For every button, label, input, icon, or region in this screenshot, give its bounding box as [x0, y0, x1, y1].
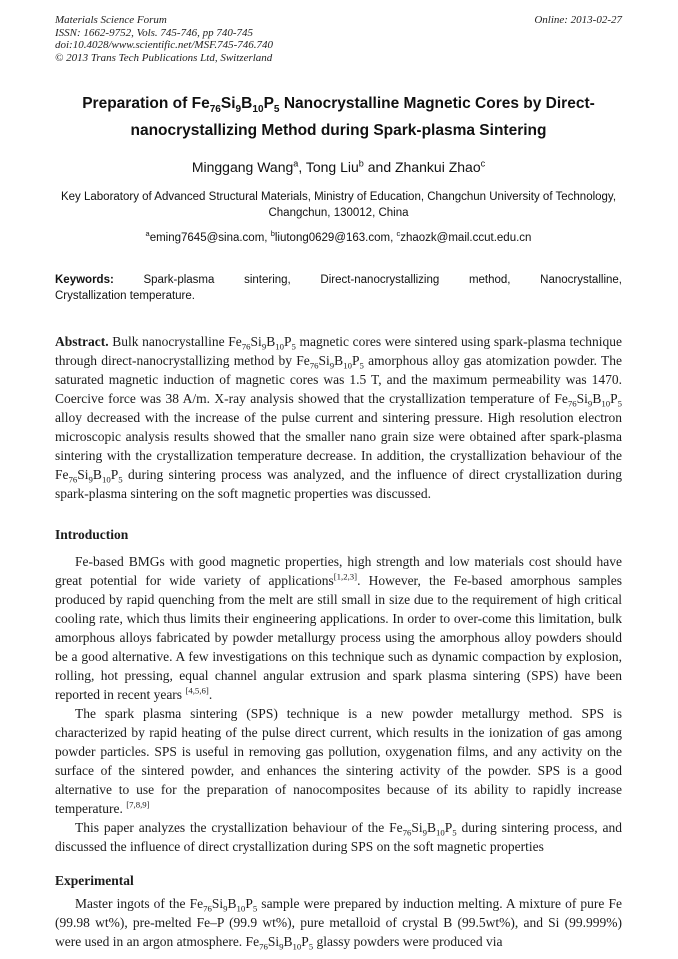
- doi-line: doi:10.4028/www.scientific.net/MSF.745-746.740: [55, 39, 274, 51]
- abstract-paragraph: [55, 332, 622, 503]
- journal-info-block: [55, 14, 273, 64]
- keywords-text-1: Spark-plasma sintering, Direct-nanocrystallizing method, Nanocrystalline,: [143, 274, 622, 286]
- page-header: [55, 14, 622, 64]
- experimental-paragraph-1: Master ingots of the $Fe_{76}Si_9B_{10}P_5$ sample were prepared by induction melting. A mixture of pure Fe (99.98 wt%), pre-melted Fe–P (99.9 wt%), pure metalloid of crystal B (99.5wt%), and Si (99.999%) were used in an argon atmosphere. $Fe_{76}Si_9B_{10}P_5$ glassy powders were produced via: [55, 896, 623, 952]
- affiliation: Key Laboratory of Advanced Structural Materials, Ministry of Education, Changchun University of Technology, Changchun, 130012, China: [60, 191, 617, 219]
- journal-title: Materials Science Forum: [55, 14, 167, 26]
- introduction-paragraph-1: Fe-based BMGs with good magnetic properties, high strength and low materials cost should have great potential for wide variety of applications[1,2,3]. However, the Fe-based amorphous samples produced by rapid quenching from the melt are still small in size due to the requirement of high critical cooling rate, which thus limits their engineering applications. In order to over-come this limitation, bulk amorphous alloys fabricated by powder metallurgy process using the amorphous alloy powders should be a good alternative. A few investigations on this technique such as dynamic compaction by explosion, rolling, hot pressing, equal channel angular extrusion and spark plasma sintering (SPS) have been reported in recent years [4,5,6].: [55, 554, 622, 702]
- keywords-line-2: Crystallization temperature.: [55, 290, 195, 302]
- abstract-label: Abstract.: [55, 334, 109, 349]
- copyright-line: © 2013 Trans Tech Publications Ltd, Switzerland: [55, 51, 273, 64]
- authors-line: Minggang Wang$^a$, Tong Liu$^b$ and Zhankui Zhao$^c$: [191, 158, 486, 175]
- keywords-block: [55, 272, 622, 304]
- issn-line: ISSN: 1662-9752, Vols. 745-746, pp 740-745: [55, 26, 253, 39]
- abstract-text: Bulk nanocrystalline $Fe_{76}Si_9B_{10}P_5$ magnetic cores were sintered using spark-plasma technique through direct-nanocrystallizing method by $Fe_{76}Si_9B_{10}P_5$ amorphous alloy gas atomization powder. The saturated magnetic induction of magnetic cores was 1.5 T, and the maximum permeability was 1470. Coercive force was 38 A/m. X-ray analysis showed that the crystallization temperature of $Fe_{76}Si_9B_{10}P_5$ alloy decreased with the increase of the pulse current and sintering pressure. High resolution electron microscopic analysis results showed that the smaller nano grain size were obtained after spark-plasma sintering with the crystallization temperature decrease. In addition, the crystallization behaviour of the $Fe_{76}Si_9B_{10}P_5$ during sintering process was analyzed, and the influence of direct crystallization during spark-plasma sintering on the soft magnetic properties was discussed.: [55, 334, 623, 501]
- online-date: Online: 2013-02-27: [534, 14, 622, 26]
- keywords-line-1: [55, 272, 622, 288]
- section-heading-introduction: Introduction: [55, 527, 129, 542]
- introduction-paragraph-3: This paper analyzes the crystallization behaviour of the $Fe_{76}Si_9B_{10}P_5$ during sintering process, and discussed the influence of direct crystallization during SPS on the soft magnetic properties: [55, 820, 622, 854]
- emails-line: $^a$eming7645@sina.com, $^b$liutong0629@163.com, $^c$zhaozk@mail.ccut.edu.cn: [145, 229, 532, 244]
- keywords-label: Keywords:: [55, 274, 114, 286]
- paper-title: Preparation of $Fe_{76}Si_9B_{10}P_5$ Nanocrystalline Magnetic Cores by Direct-nanocrystallizing Method during Spark-plasma Sintering: [82, 95, 595, 139]
- introduction-paragraph-2: The spark plasma sintering (SPS) technique is a new powder metallurgy method. SPS is characterized by rapid heating of the pulse direct current, which results in the ionization of gas among powder particles. SPS is useful in removing gas pollution, oxygenation films, and any activity on the surface of the sintered powder, and enhances the sintering activity of the powder. SPS is a good alternative to use for the preparation of nanocomposites because of its ability to rapidly increase temperature. [7,8,9]: [55, 706, 622, 816]
- section-heading-experimental: Experimental: [55, 873, 134, 888]
